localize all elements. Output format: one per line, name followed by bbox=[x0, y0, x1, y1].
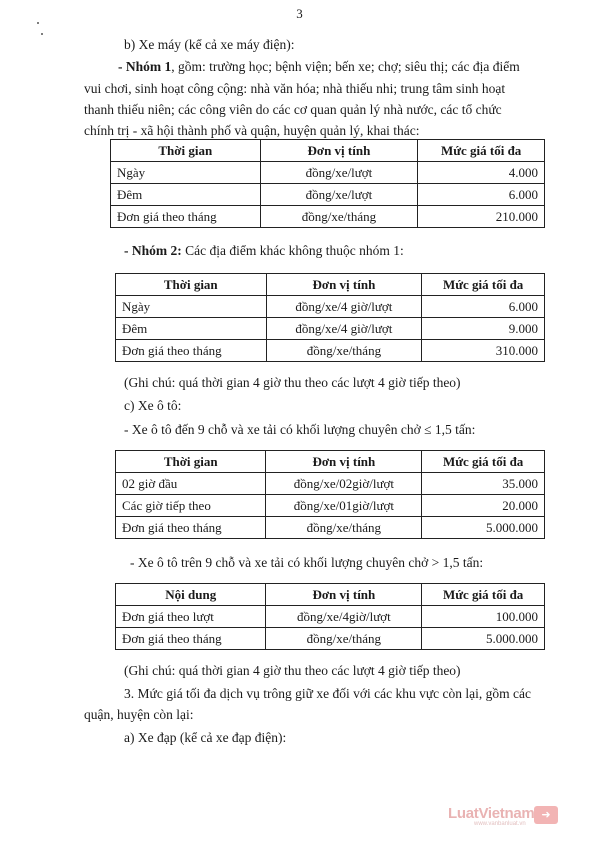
cell-time: Ngày bbox=[116, 296, 267, 318]
cell-time: Đơn giá theo tháng bbox=[116, 340, 267, 362]
group1-label: - Nhóm 1 bbox=[118, 59, 172, 74]
section-b-heading: b) Xe máy (kể cả xe máy điện): bbox=[124, 37, 295, 52]
table-xe-may-nhom-2 bbox=[115, 273, 545, 362]
section-c-sub2: - Xe ô tô trên 9 chỗ và xe tải có khối lượng chuyên chở > 1,5 tấn: bbox=[130, 555, 484, 570]
group1-line2: vui chơi, sinh hoạt công cộng: nhà văn hóa; nhà thiếu nhi; trung tâm sinh hoạt bbox=[84, 81, 506, 96]
header-cell: Thời gian bbox=[116, 274, 267, 296]
page-number: 3 bbox=[296, 6, 303, 21]
table-header-row bbox=[116, 584, 545, 606]
header-cell: Đơn vị tính bbox=[260, 140, 418, 162]
cell-time: Đơn giá theo tháng bbox=[116, 517, 266, 539]
cell-unit: đồng/xe/tháng bbox=[266, 628, 422, 650]
table-row bbox=[116, 517, 545, 539]
watermark-brand: LuatVietnam bbox=[448, 805, 535, 822]
luatvietnam-watermark bbox=[448, 805, 551, 827]
cell-unit: đồng/xe/lượt bbox=[260, 162, 418, 184]
cell-price: 310.000 bbox=[422, 340, 545, 362]
section-c-heading: c) Xe ô tô: bbox=[124, 398, 182, 413]
cell-price: 100.000 bbox=[422, 606, 545, 628]
table-row bbox=[116, 296, 545, 318]
group2-label: - Nhóm 2: bbox=[124, 243, 182, 258]
group1-line1 bbox=[118, 58, 520, 76]
cell-unit: đồng/xe/tháng bbox=[260, 206, 418, 228]
table-row bbox=[116, 473, 545, 495]
cell-unit: đồng/xe/tháng bbox=[266, 340, 422, 362]
table-header-row bbox=[111, 140, 545, 162]
scan-speck bbox=[37, 22, 39, 24]
cell-unit: đồng/xe/4 giờ/lượt bbox=[266, 296, 422, 318]
header-cell: Đơn vị tính bbox=[266, 451, 422, 473]
group2-line bbox=[124, 242, 404, 260]
table-header-row bbox=[116, 274, 545, 296]
header-cell: Nội dung bbox=[116, 584, 266, 606]
section-3-line2: quận, huyện còn lại: bbox=[84, 707, 194, 722]
table-row bbox=[111, 184, 545, 206]
table-row bbox=[116, 495, 545, 517]
cell-content: Đơn giá theo lượt bbox=[116, 606, 266, 628]
cell-content: Đơn giá theo tháng bbox=[116, 628, 266, 650]
cell-price: 20.000 bbox=[422, 495, 545, 517]
cell-price: 9.000 bbox=[422, 318, 545, 340]
section-3-sub-a: a) Xe đạp (kể cả xe đạp điện): bbox=[124, 730, 287, 745]
group2-text: Các địa điểm khác không thuộc nhóm 1: bbox=[181, 243, 404, 258]
table-o-to-tren-9-cho bbox=[115, 583, 545, 650]
table-row bbox=[116, 340, 545, 362]
cell-time: 02 giờ đầu bbox=[116, 473, 266, 495]
cell-price: 5.000.000 bbox=[422, 628, 545, 650]
table-header-row bbox=[116, 451, 545, 473]
watermark-site: www.vanbanluat.vn bbox=[474, 821, 526, 827]
header-cell: Mức giá tối đa bbox=[422, 451, 545, 473]
arrow-badge-icon: ➜ bbox=[534, 806, 558, 824]
cell-price: 210.000 bbox=[418, 206, 545, 228]
table-o-to-den-9-cho bbox=[115, 450, 545, 539]
note-section-c: (Ghi chú: quá thời gian 4 giờ thu theo các lượt 4 giờ tiếp theo) bbox=[124, 663, 461, 678]
header-cell: Mức giá tối đa bbox=[418, 140, 545, 162]
table-row bbox=[116, 318, 545, 340]
cell-time: Đêm bbox=[111, 184, 261, 206]
scan-speck bbox=[41, 33, 43, 35]
group1-text: , gồm: trường học; bệnh viện; bến xe; chợ; siêu thị; các địa điểm bbox=[171, 59, 520, 74]
header-cell: Thời gian bbox=[116, 451, 266, 473]
group1-line4: chính trị - xã hội thành phố và quận, huyện quản lý, khai thác: bbox=[84, 123, 420, 138]
header-cell: Đơn vị tính bbox=[266, 274, 422, 296]
cell-unit: đồng/xe/01giờ/lượt bbox=[266, 495, 422, 517]
table-row bbox=[111, 162, 545, 184]
cell-price: 6.000 bbox=[422, 296, 545, 318]
note-section-b: (Ghi chú: quá thời gian 4 giờ thu theo các lượt 4 giờ tiếp theo) bbox=[124, 375, 461, 390]
cell-unit: đồng/xe/4 giờ/lượt bbox=[266, 318, 422, 340]
cell-price: 6.000 bbox=[418, 184, 545, 206]
group1-line3: thanh thiếu niên; các công viên do các cơ quan quản lý nhà nước, các tổ chức bbox=[84, 102, 502, 117]
table-xe-may-nhom-1 bbox=[110, 139, 545, 228]
table-row bbox=[116, 628, 545, 650]
cell-time: Đơn giá theo tháng bbox=[111, 206, 261, 228]
cell-time: Các giờ tiếp theo bbox=[116, 495, 266, 517]
cell-unit: đồng/xe/lượt bbox=[260, 184, 418, 206]
header-cell: Đơn vị tính bbox=[266, 584, 422, 606]
section-3-line1: 3. Mức giá tối đa dịch vụ trông giữ xe đối với các khu vực còn lại, gồm các bbox=[124, 686, 531, 701]
cell-time: Ngày bbox=[111, 162, 261, 184]
table-row bbox=[116, 606, 545, 628]
cell-price: 5.000.000 bbox=[422, 517, 545, 539]
section-c-sub1: - Xe ô tô đến 9 chỗ và xe tải có khối lượng chuyên chở ≤ 1,5 tấn: bbox=[124, 422, 476, 437]
header-cell: Mức giá tối đa bbox=[422, 584, 545, 606]
cell-unit: đồng/xe/02giờ/lượt bbox=[266, 473, 422, 495]
table-row bbox=[111, 206, 545, 228]
cell-price: 35.000 bbox=[422, 473, 545, 495]
cell-unit: đồng/xe/4giờ/lượt bbox=[266, 606, 422, 628]
cell-price: 4.000 bbox=[418, 162, 545, 184]
cell-unit: đồng/xe/tháng bbox=[266, 517, 422, 539]
cell-time: Đêm bbox=[116, 318, 267, 340]
header-cell: Mức giá tối đa bbox=[422, 274, 545, 296]
header-cell: Thời gian bbox=[111, 140, 261, 162]
